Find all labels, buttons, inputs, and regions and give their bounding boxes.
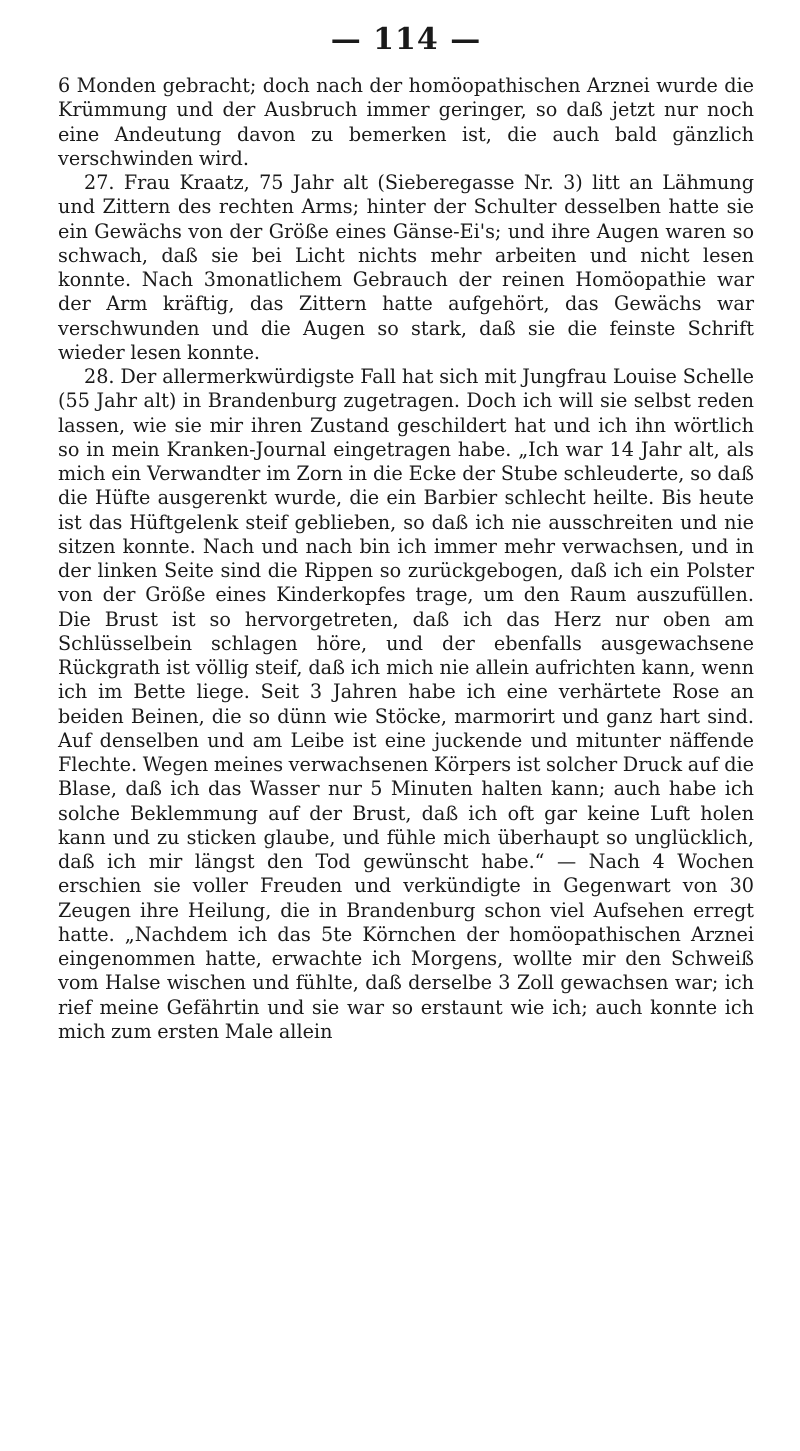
paragraph-case-28: 28. Der allermerkwürdigste Fall hat sich mit Jungfrau Louise Schelle (55 Jahr alt) in Brandenburg zugetragen. Doch ich will sie selbst reden lassen, wie sie mir ihren Zustand geschildert hat und ich ihn wörtlich so in mein Kranken-Journal eingetragen habe. „Ich war 14 Jahr alt, als mich ein Verwandter im Zorn in die Ecke der Stube schleuderte, so daß die Hüfte ausgerenkt wurde, die ein Barbier schlecht heilte. Bis heute ist das Hüftgelenk steif geblieben, so daß ich nie ausschreiten und nie sitzen konnte. Nach und nach bin ich immer mehr verwachsen, und in der linken Seite sind die Rippen so zurückgebogen, daß ich ein Polster von der Größe eines Kinderkopfes trage, um den Raum auszufüllen. Die Brust ist so hervorgetreten, daß ich das Herz nur oben am Schlüsselbein schlagen höre, und der ebenfalls ausgewachsene Rückgrath ist völlig steif, daß ich mich nie allein aufrichten kann, wenn ich im Bette liege. Seit 3 Jahren habe ich eine verhärtete Rose an beiden Beinen, die so dünn wie Stöcke, marmorirt und ganz hart sind. Auf denselben und am Leibe ist eine juckende und mitunter näffende Flechte. Wegen meines verwachsenen Körpers ist solcher Druck auf die Blase, daß ich das Wasser nur 5 Minuten halten kann; auch habe ich solche Beklemmung auf der Brust, daß ich oft gar keine Luft holen kann und zu sticken glaube, und fühle mich überhaupt so unglücklich, daß ich mir längst den Tod gewünscht habe.“ — Nach 4 Wochen erschien sie voller Freuden und verkündigte in Gegenwart von 30 Zeugen ihre Heilung, die in Brandenburg schon viel Aufsehen erregt hatte. „Nachdem ich das 5te Körnchen der homöopathischen Arznei eingenommen hatte, erwachte ich Morgens, wollte mir den Schweiß vom Halse wischen und fühlte, daß derselbe 3 Zoll gewachsen war; ich rief meine Gefährtin und sie war so erstaunt wie ich; auch konnte ich mich zum ersten Male allein [58,365,754,1043]
paragraph-case-27: 27. Frau Kraatz, 75 Jahr alt (Sieberegasse Nr. 3) litt an Lähmung und Zittern des rechten Arms; hinter der Schulter desselben hatte sie ein Gewächs von der Größe eines Gänse-Ei's; und ihre Augen waren so schwach, daß sie bei Licht nichts mehr arbeiten und nicht lesen konnte. Nach 3monatlichem Gebrauch der reinen Homöopathie war der Arm kräftig, das Zittern hatte aufgehört, das Gewächs war verschwunden und die Augen so stark, daß sie die feinste Schrift wieder lesen konnte. [58,171,754,364]
paragraph-continuation: 6 Monden gebracht; doch nach der homöopathischen Arznei wurde die Krümmung und der Ausbruch immer geringer, so daß jetzt nur noch eine Andeutung davon zu bemerken ist, die auch bald gänzlich verschwinden wird. [58,74,754,170]
page-number-header: — 114 — [330,22,482,57]
